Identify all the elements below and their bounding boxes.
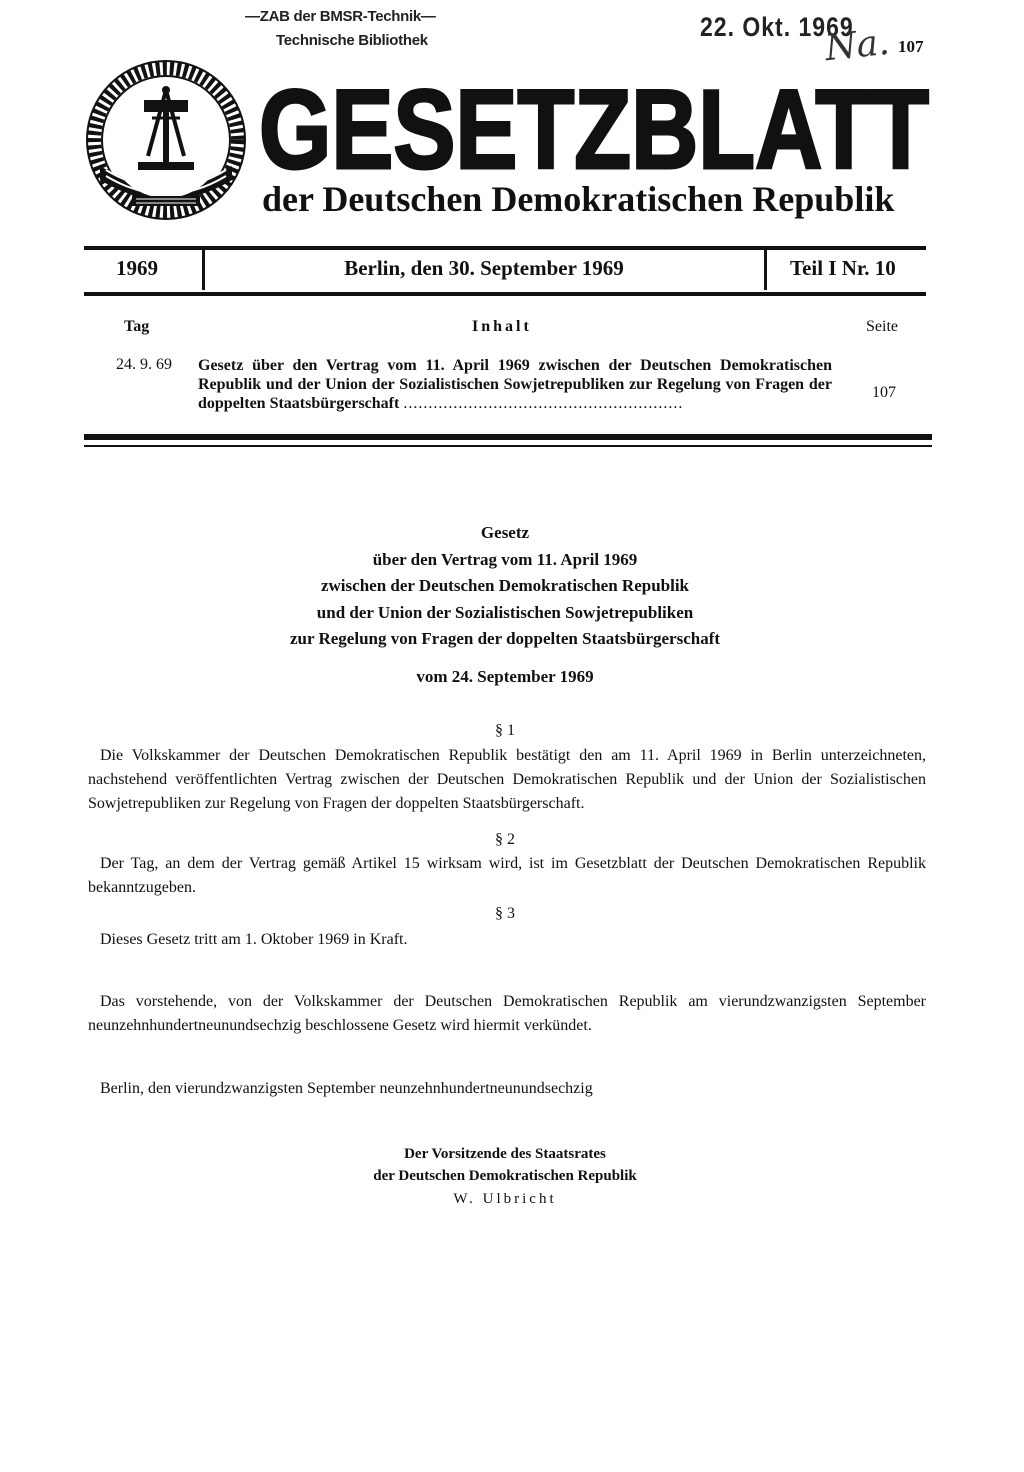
issue-number: Teil I Nr. 10 [790,256,896,280]
signature-title [100,1143,910,1187]
section-text: Die Volkskammer der Deutschen Demokratischen Republik bestätigt den am 11. April 1969 in Berlin unterzeichneten, nachstehend veröffentlichten Vertrag zwischen der Deutschen Demokratischen Republik und der Union der Sozialistischen Sowjetrepubliken zur Regelung von Fragen der doppelten Staatsbürgerschaft. [88,747,926,812]
contents-entry-text: Gesetz über den Vertrag vom 11. April 1969 zwischen der Deutschen Demokratischen Republik und der Union der Sozialistischen Sowjetrepubliken zur Regelung von Fragen der doppelten Staatsbürgerschaft [198,357,832,412]
law-heading-line: Gesetz [480,523,530,542]
issue-place-date: Berlin, den 30. September 1969 [344,256,624,280]
issue-year: 1969 [116,256,158,280]
contents-day-header: Tag [124,318,150,335]
promulgation-place-date: Berlin, den vierundzwanzigsten September neunzehnhundertneunundsechzig [100,1080,593,1097]
law-heading-line: zwischen der Deutschen Demokratischen Republik [320,576,690,595]
contents-entry-title [198,356,832,413]
received-date-stamp: 22. Okt. 1969 [700,11,854,42]
law-date: vom 24. September 1969 [416,667,594,686]
svg-text:GESETZBLATT: GESETZBLATT [259,70,929,178]
page-number: 107 [898,37,924,56]
section-sign: § 2 [495,831,515,848]
section-sign: § 3 [495,905,515,922]
section-text: Dieses Gesetz tritt am 1. Oktober 1969 in Kraft. [100,931,408,948]
contents-dot-leader: ........................................................ [403,395,684,412]
masthead-subtitle: der Deutschen Demokratischen Republik [262,179,895,219]
law-heading-line: über den Vertrag vom 11. April 1969 [372,549,638,569]
stamp-cropped-line [232,0,432,1]
law-heading-line: zur Regelung von Fragen der doppelten Staatsbürgerschaft [289,629,721,648]
contents-entry-page: 107 [872,384,896,401]
library-stamp-line-2: Technische Bibliothek [276,32,428,49]
signature-title-line: Der Vorsitzende des Staatsrates [404,1146,606,1162]
divider-rule [84,434,932,440]
contents-entry-date: 24. 9. 69 [116,356,172,373]
divider-rule [84,445,932,447]
contents-heading: Inhalt [472,318,532,335]
contents-page-header: Seite [866,318,898,335]
promulgation-text: Das vorstehende, von der Volkskammer der Deutschen Demokratischen Republik am vierundzwanzigsten September neunzehnhundertneunundsechzig beschlossene Gesetz wird hiermit verkündet. [88,993,926,1034]
header-divider [764,250,767,290]
law-heading-line: und der Union der Sozialistischen Sowjetrepubliken [316,602,694,622]
section-text: Der Tag, an dem der Vertrag gemäß Artikel 15 wirksam wird, ist im Gesetzblatt der Deutschen Demokratischen Republik bekanntzugeben. [88,855,926,896]
masthead-title [256,70,932,178]
header-divider [202,250,205,290]
signature-title-line: der Deutschen Demokratischen Republik [373,1168,637,1184]
signatory-name: W. Ulbricht [453,1191,557,1207]
section-sign: § 1 [495,722,515,739]
law-heading [100,520,910,653]
handwritten-initials: Na. [823,21,892,70]
library-stamp-line-1: —ZAB der BMSR-Technik— [245,8,436,25]
state-emblem-icon [86,56,246,224]
